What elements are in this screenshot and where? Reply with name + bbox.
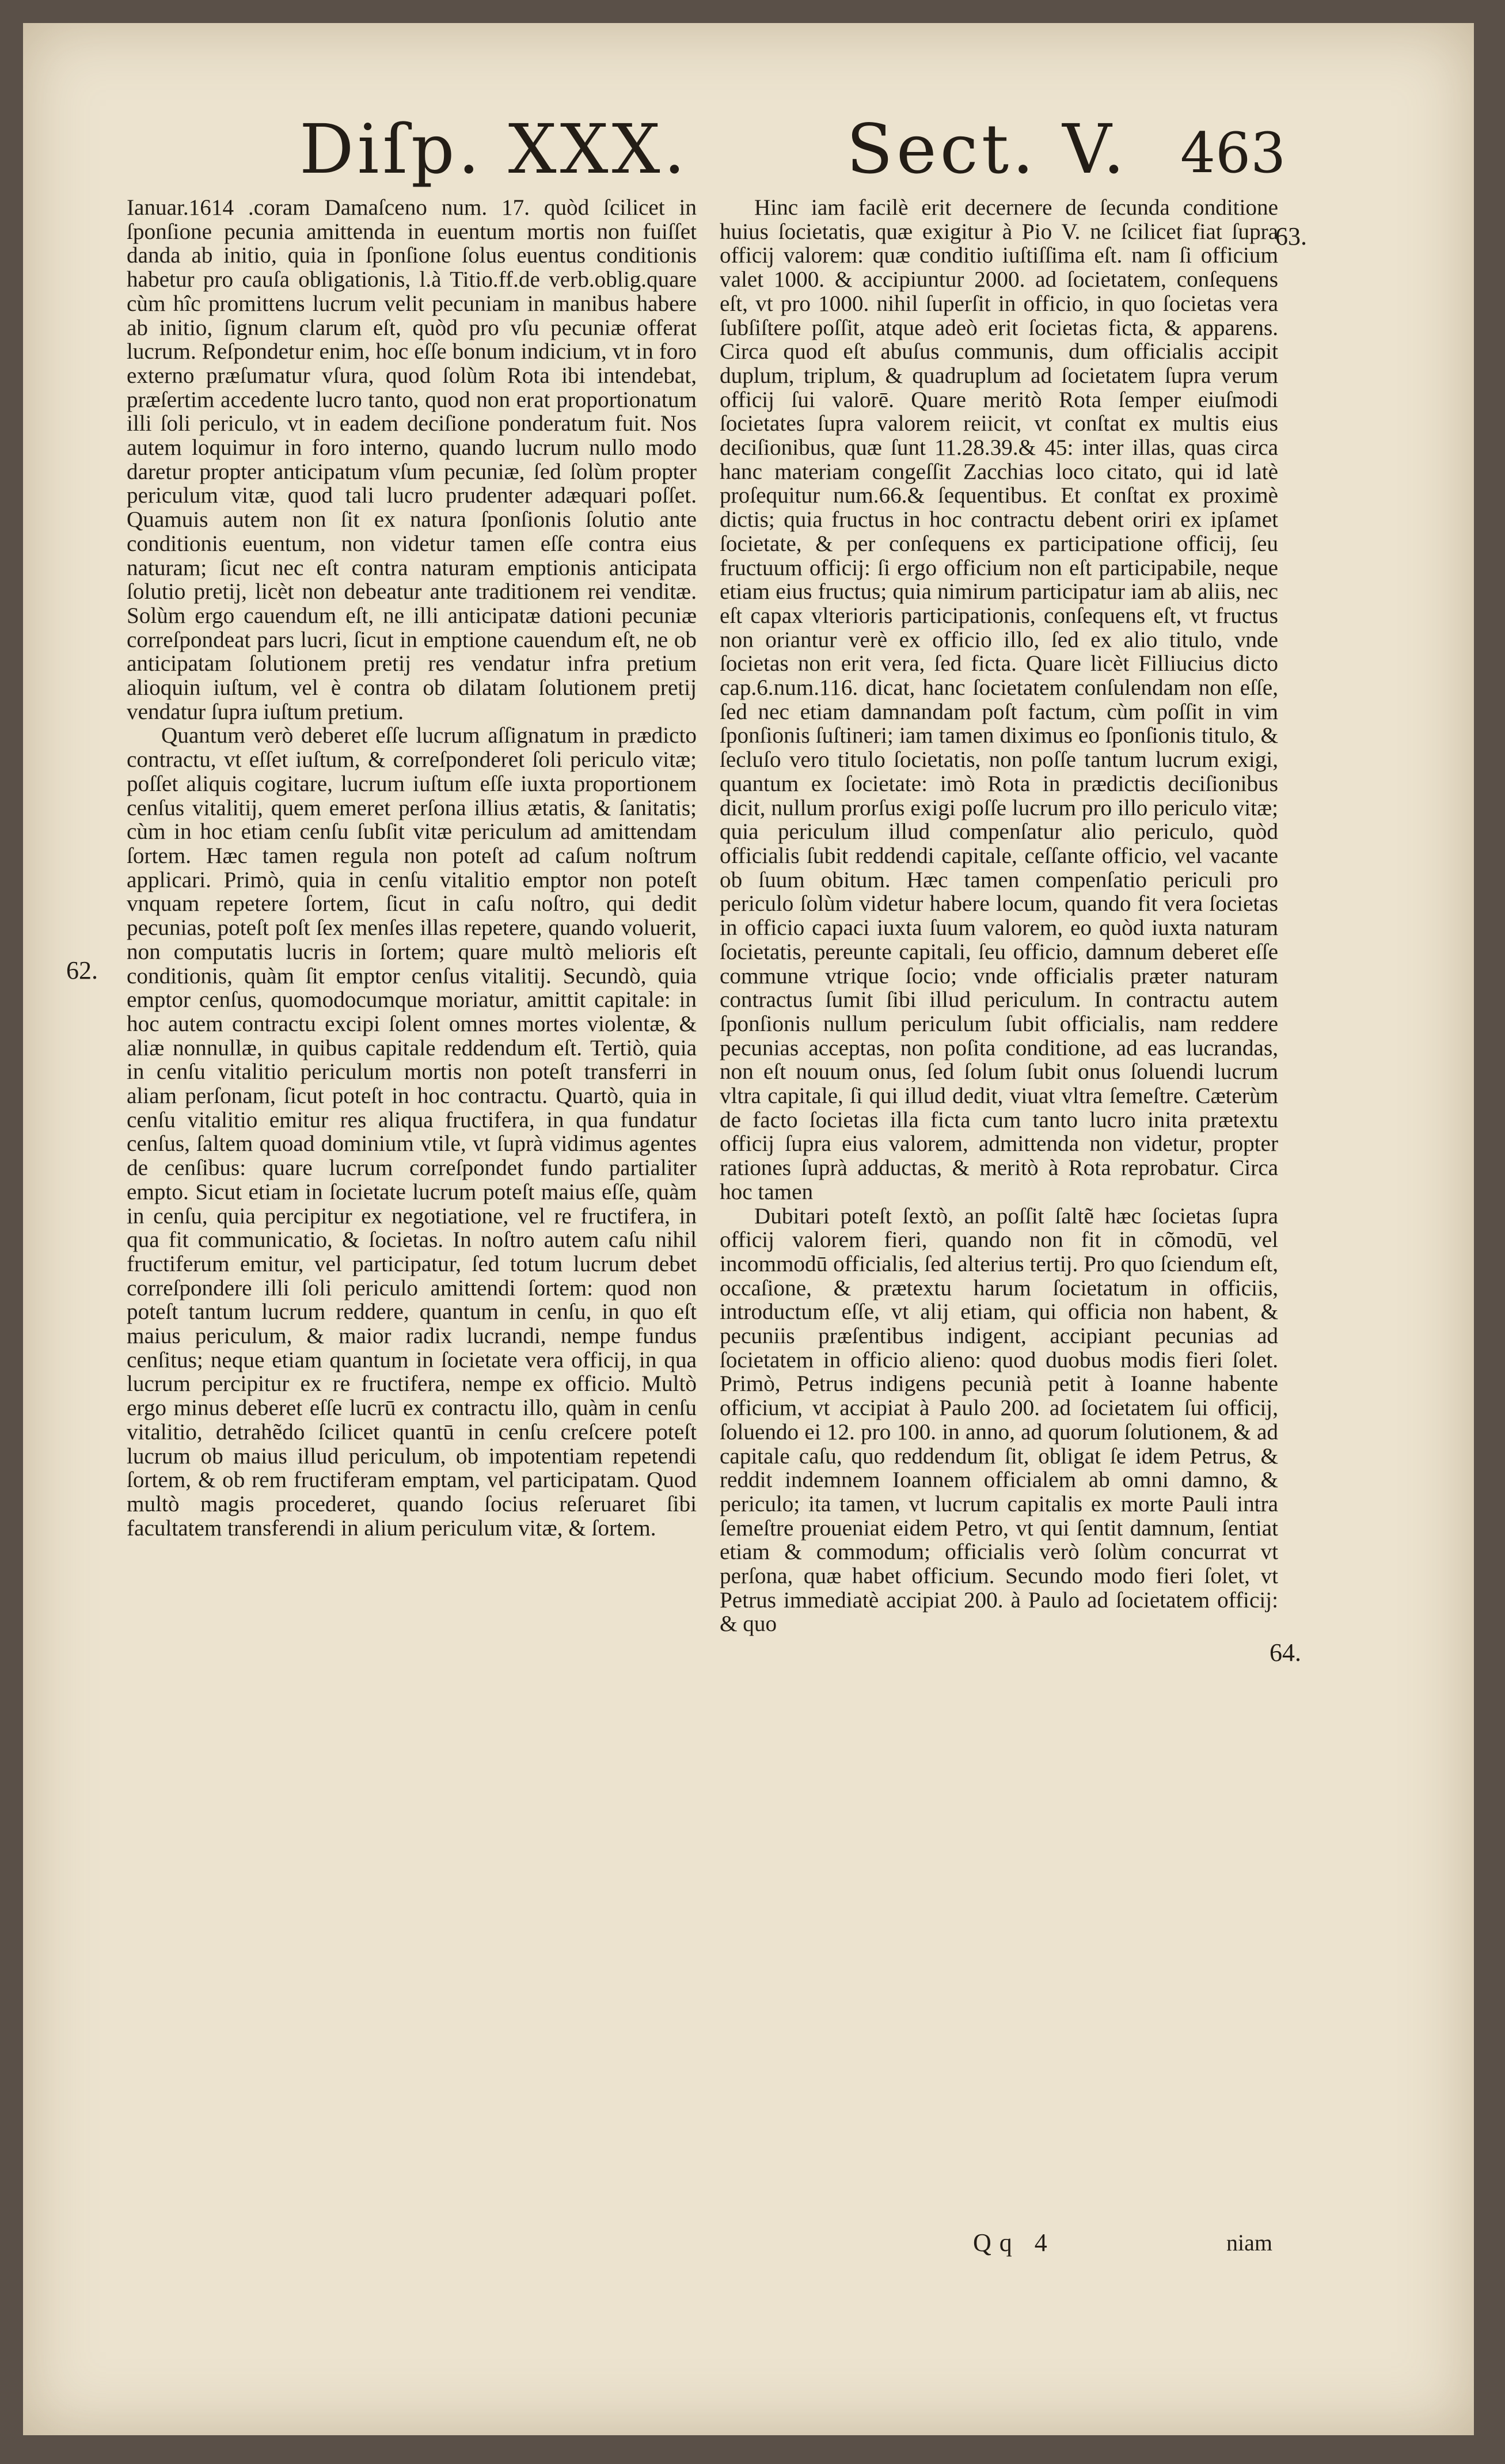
right-column xyxy=(720,196,1278,1636)
margin-number: 63. xyxy=(1275,222,1307,250)
margin-number: 62. xyxy=(66,956,98,984)
paragraph: Hinc iam facilè erit decernere de ſecunda conditione huius ſocietatis, quæ exigitur à Pio V. ne ſcilicet fiat ſupra officij valorem: quæ conditio iuſtiſſima eſt. nam ſi officium valet 1000. & accipiuntur 2000. ad ſocietatem, conſequens eſt, vt pro 1000. nihil ſuperſit in officio, in quo ſocietas vera ſubſiſtere poſſit, atque adeò erit ſocietas ficta, & apparens. Circa quod eſt abuſus communis, dum officialis accipit duplum, triplum, & quadruplum ad ſocietatem ſupra verum officij ſui valorē. Quare meritò Rota ſemper eiuſmodi ſocietates ſupra valorem reiicit, vt conſtat ex multis eius deciſionibus, quæ ſunt 11.28.39.& 45: inter illas, quas circa hanc materiam congeſſit Zacchias loco citato, qui id latè proſequitur num.66.& ſequentibus. Et conſtat ex proximè dictis; quia fructus in hoc contractu debent oriri ex ipſamet ſocietate, & per conſequens ex participatione officij, ſeu fructuum officij: ſi ergo officium non eſt participabile, neque etiam eius fructus; quia nimirum participatur iam ab aliis, nec eſt capax vlterioris participationis, conſequens eſt, vt fructus non oriantur verè ex officio illo, ſed ex alio titulo, vnde ſocietas non erit vera, ſed ficta. Quare licèt Filliucius dicto cap.6.num.116. dicat, hanc ſocietatem conſulendam non eſſe, ſed nec etiam damnandam poſt factum, cùm poſſit in vim ſponſionis ſuſtineri; iam tamen diximus eo ſponſionis titulo, & ſecluſo vero titulo ſocietatis, non poſſe tantum lucrum exigi, quantum ex ſocietate: imò Rota in prædictis deciſionibus dicit, nullum prorſus exigi poſſe lucrum pro illo periculo vitæ; quia periculum illud compenſatur alio periculo, quòd officialis ſubit reddendi capitale, ceſſante officio, vel vacante ob ſuum obitum. Hæc tamen compenſatio periculi pro periculo ſolùm videtur habere locum, quando fit vera ſocietas in officio capaci iuxta ſuum valorem, eo quòd iuxta naturam ſocietatis, pereunte capitali, ſeu officio, damnum deberet eſſe commune vtrique ſocio; vnde officialis præter naturam contractus ſumit ſibi illud periculum. In contractu autem ſponſionis nullum periculum ſubit officialis, nam reddere pecunias acceptas, non poſita conditione, ad eas lucrandas, non eſt nouum onus, ſed ſolum ſubit onus ſoluendi lucrum vltra capitale, ſi qui illud dedit, viuat vltra ſemeſtre. Cæterùm de facto ſocietas illa ficta cum tanto lucro inita prætextu officij ſupra eius valorem, admittenda non videtur, propter rationes ſuprà adductas, & meritò à Rota reprobatur. Circa hoc tamen xyxy=(720,195,1278,1204)
header-disputation: Diſp. XXX. xyxy=(299,109,689,189)
catchword: niam xyxy=(1226,2230,1272,2256)
left-column xyxy=(127,196,697,1540)
page-number: 463 xyxy=(1180,121,1286,185)
running-header xyxy=(23,109,1474,201)
paragraph: Ianuar.1614 .coram Damaſceno num. 17. quòd ſcilicet in ſponſione pecunia amittenda in euentum mortis non fuiſſet danda ab initio, quia in ſponſione ſolus euentus conditionis habetur pro cauſa obligationis, l.à Titio.ff.de verb.oblig.quare cùm hîc promittens lucrum velit pecuniam in manibus habere ab initio, ſignum clarum eſt, quòd pro vſu pecuniæ offerat lucrum. Reſpondetur enim, hoc eſſe bonum indicium, vt in foro externo præſumatur vſura, quod ſolùm Rota ibi intendebat, præſertim accedente lucro tanto, quod non erat proportionatum illi ſoli periculo, vt in eadem deciſione ponderatum fuit. Nos autem loquimur in foro interno, quando lucrum nullo modo daretur propter anticipatum vſum pecuniæ, ſed ſolùm propter periculum vitæ, quod tali lucro prudenter adæquari poſſet. Quamuis autem non ſit ex natura ſponſionis ſolutio ante conditionis euentum, non videtur tamen eſſe contra eius naturam; ſicut nec eſt contra naturam emptionis anticipata ſolutio pretij, licèt non debeatur ante traditionem rei venditæ. Solùm ergo cauendum eſt, ne illi anticipatæ dationi pecuniæ correſpondeat pars lucri, ſicut in emptione cauendum eſt, ne ob anticipatam ſolutionem pretij res vendatur infra pretium alioquin iuſtum, vel è contra ob dilatam ſolutionem pretij vendatur ſupra iuſtum pretium. xyxy=(127,195,697,724)
header-section: Sect. V. xyxy=(846,109,1128,189)
margin-number: 64. xyxy=(1270,1638,1301,1667)
paragraph: Quantum verò deberet eſſe lucrum aſſignatum in prædicto contractu, vt eſſet iuſtum, & correſponderet ſoli periculo vitæ; poſſet aliquis cogitare, lucrum iuſtum eſſe iuxta proportionem cenſus vitalitij, quem emeret perſona illius ætatis, & ſanitatis; cùm in hoc etiam cenſu ſubſit vitæ periculum ad amittendam ſortem. Hæc tamen regula non poteſt ad caſum noſtrum applicari. Primò, quia in cenſu vitalitio emptor non poteſt vnquam repetere ſortem, ſicut in caſu noſtro, qui dedit pecunias, poteſt poſt ſex menſes illas repetere, quando voluerit, non computatis lucris in ſortem; quare multò melioris eſt conditionis, quàm ſit emptor cenſus vitalitij. Secundò, quia emptor cenſus, quomodocumque moriatur, amittit capitale: in hoc autem contractu excipi ſolent omnes mortes violentæ, & aliæ nonnullæ, in quibus capitale reddendum eſt. Tertiò, quia in cenſu vitalitio periculum mortis non poteſt transferri in aliam perſonam, ſicut poteſt in hoc contractu. Quartò, quia in cenſu vitalitio emitur res aliqua fructifera, in qua fundatur cenſus, ſaltem quoad dominium vtile, vt ſuprà vidimus agentes de cenſibus: quare lucrum correſpondet fundo partialiter empto. Sicut etiam in ſocietate lucrum poteſt maius eſſe, quàm in cenſu, quia percipitur ex negotiatione, vel re fructifera, in qua fit communicatio, & ſocietas. In noſtro autem caſu nihil fructiferum emitur, vel participatur, ſed totum lucrum debet correſpondere illi ſoli periculo amittendi ſortem: quod non poteſt tantum lucrum reddere, quantum in cenſu, in quo eſt maius periculum, & maior radix lucrandi, nempe fundus cenſitus; neque etiam quantum in ſocietate vera officij, in qua lucrum percipitur ex re fructifera, nempe ex officio. Multò ergo minus deberet eſſe lucrū ex contractu illo, quàm in cenſu vitalitio, detrahẽdo ſcilicet quantū in cenſu creſcere poteſt lucrum ob maius illud periculum, ob impotentiam repetendi ſortem, & ob rem fructiferam emptam, vel participatam. Quod multò magis procederet, quando ſocius reſeruaret ſibi facultatem transferendi in alium periculum vitæ, & ſortem. xyxy=(127,723,697,1541)
signature-mark: Qq 4 xyxy=(973,2229,1055,2257)
paragraph: Dubitari poteſt ſextò, an poſſit ſaltẽ hæc ſocietas ſupra officij valorem fieri, quando non fit in cõmodū, vel incommodū officialis, ſed alterius tertij. Pro quo ſciendum eſt, occaſione, & prætextu harum ſocietatum in officiis, introductum eſſe, vt alij etiam, qui officia non habent, & pecuniis præſentibus indigent, accipiant pecunias ad ſocietatem in officio alieno: quod duobus modis fieri ſolet. Primò, Petrus indigens pecunià petit à Ioanne habente officium, vt accipiat à Paulo 200. ad ſocietatem ſui officij, ſoluendo ei 12. pro 100. in anno, ad quorum ſolutionem, & ad capitale caſu, quo reddendum ſit, obligat ſe idem Petrus, & reddit indemnem Ioannem officialem ab omni damno, & periculo; ita tamen, vt lucrum capitalis ex morte Pauli intra ſemeſtre proueniat eidem Petro, vt qui ſentit damnum, ſentiat etiam & commodum; officialis verò ſolùm concurrat vt perſona, quæ habet officium. Secundo modo fieri ſolet, vt Petrus immediatè accipiat 200. à Paulo ad ſocietatem officij: & quo xyxy=(720,1203,1278,1637)
book-page xyxy=(23,23,1474,2435)
